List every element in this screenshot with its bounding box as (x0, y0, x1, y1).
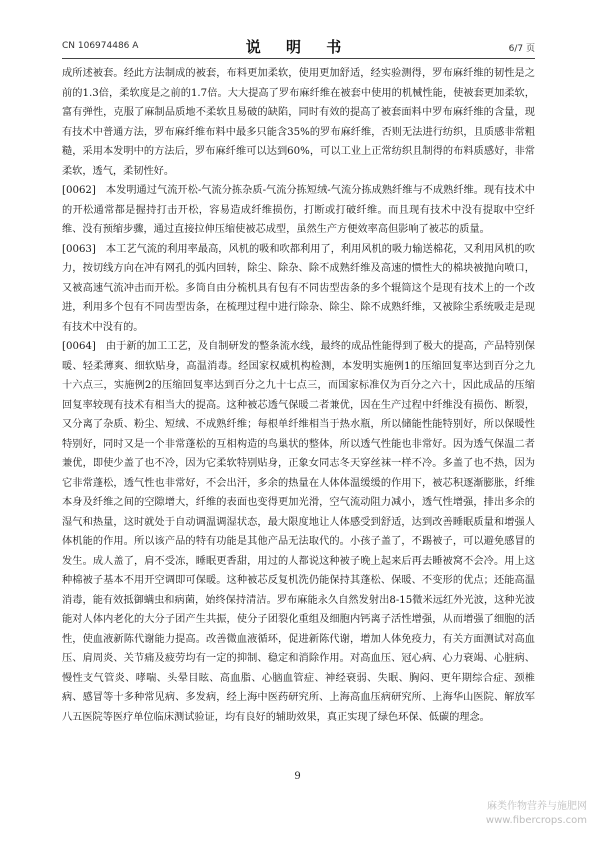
page-count: 6/7 页 (508, 44, 535, 54)
paragraph-text: 本工艺气流的利用率最高，风机的吸和吹都利用了，利用风机的吸力输送棉花，又利用风机的吹力，按切线方向在冲有网孔的弧内回转，除尘、除杂、除不成熟纤维及高速的惯性大的棉块被抛向喷口，又被高速气流冲击而开松。多筒自由分梳机具有包有不同齿型齿条的多个辊筒这个是现有技术上的一个改进，利用多个包有不同齿型齿条，在梳理过程中进行除杂、除尘、除不成熟纤维，又被除尘系统吸走是现有技术中没有的。 (62, 243, 535, 333)
paragraph-0062 (62, 181, 535, 240)
paragraph-0064 (62, 337, 535, 727)
paragraph-0063 (62, 240, 535, 338)
document-number: CN 106974486 A (62, 41, 139, 51)
paragraph-number: [0064] (62, 341, 96, 352)
paragraph-text: 成所述被套。经此方法制成的被套，布料更加柔软，使用更加舒适，经实验测得，罗布麻纤维的韧性是之前的1.3倍，柔软度是之前的1.7倍。大大提高了罗布麻纤维在被套中使用的机械性能，使被套更加柔软，富有弹性，克服了麻制品质地不柔软且易破的缺陷，同时有效的提高了被套面料中罗布麻纤维的含量，现有技术中普通方法，罗布麻纤维布料中最多只能含35%的罗布麻纤维，否则无法进行纺织，且质感非常粗糙，采用本发明中的方法后，罗布麻纤维可以达到60%，可以工业上正常纺织且制得的布料质感好，非常柔软，透气，柔韧性好。 (62, 68, 535, 177)
page-header (62, 36, 535, 58)
document-body (62, 64, 535, 727)
paragraph-continuation (62, 64, 535, 181)
header-divider (62, 58, 535, 59)
site-watermark (486, 800, 587, 828)
watermark-title: 麻类作物营养与施肥网 (487, 801, 587, 812)
page-number: 9 (294, 771, 301, 782)
paragraph-text: 由于新的加工工艺，及自制研发的整条流水线，最终的成品性能得到了极大的提高，产品特别保暖、轻柔薄爽、细软贴身，高温消毒。经国家权威机构检测，本发明实施例1的压缩回复率达到百分之九十六点三，实施例2的压缩回复率达到百分之九十七点三，而国家标准仅为百分之六十，因此成品的压缩回复率较现有技术有相当大的提高。这种被芯透气保暖二者兼优，因在生产过程中纤维没有损伤、断裂，又分离了杂质、粉尘、短绒、不成熟纤维；每根单纤维相当于热水瓶，所以储能性能特别好，所以保暖性特别好，同时又是一个非常蓬松的互相构造的鸟巢状的整体，所以透气性能也非常好。因为透气保温二者兼优，即使少盖了也不冷，因为它柔软特别贴身，正象女同志冬天穿丝袜一样不冷。多盖了也不热，因为它非常蓬松，透气性也非常好，不会出汗，多余的热量在人体体温缓缓的作用下，被芯积逐渐膨胀，纤维本身及纤维之间的空隙增大，纤维的表面也变得更加光滑，空气流动阻力减小，透气性增强，排出多余的湿气和热量，这时就处于自动调温调湿状态，最大限度地让人体感受到舒适，达到改善睡眠质量和增强人体机能的作用。所以该产品的特有功能是其他产品无法取代的。小孩子盖了，不踢被子，可以避免感冒的发生。成人盖了，肩不受冻，睡眠更香甜，用过的人都说这种被子晚上起来后再去睡被窝不会冷。用上这种棉被子基本不用开空调即可保暖。这种被芯反复机洗仍能保持其蓬松、保暖、不变形的优点；还能高温消毒，能有效抵御螨虫和病菌，始终保持清洁。罗布麻能永久自然发射出8-15微米远红外光波，这种光波能对人体内老化的大分子团产生共振，使分子团裂化重组及细胞内钙离子活性增强，从而增强了细胞的活性，使血液新陈代谢能力提高。改善微血液循环，促进新陈代谢，增加人体免疫力，有关方面测试对高血压、肩周炎、关节痛及疲劳均有一定的抑制、稳定和消除作用。对高血压、冠心病、心力衰竭、心脏病、慢性支气管炎、哮喘、头晕目眩、高血脂、心脑血管症、神经衰弱、失眠、胸闷、更年期综合症、颈椎病、感冒等十多种常见病、多发病，经上海中医药研究所、上海高血压病研究所、上海华山医院、解放军八五医院等医疗单位临床测试验证，均有良好的辅助效果，真正实现了绿色环保、低碳的理念。 (62, 341, 535, 723)
document-title: 说 明 书 (245, 38, 352, 56)
watermark-url: www.fibercrops.com (485, 815, 587, 826)
paragraph-number: [0062] (62, 185, 96, 196)
paragraph-text: 本发明通过气流开松-气流分拣杂质-气流分拣短绒-气流分拣成熟纤维与不成熟纤维。现有技术中的开松通常都是握持打击开松，容易造成纤维损伤，打断或打破纤维。而且现有技术中没有提取中空纤维、没有预缩步骤，通过直接拉伸压缩使被芯成型，虽然生产方便效率高但影响了被芯的质量。 (62, 185, 535, 235)
paragraph-number: [0063] (62, 243, 96, 255)
